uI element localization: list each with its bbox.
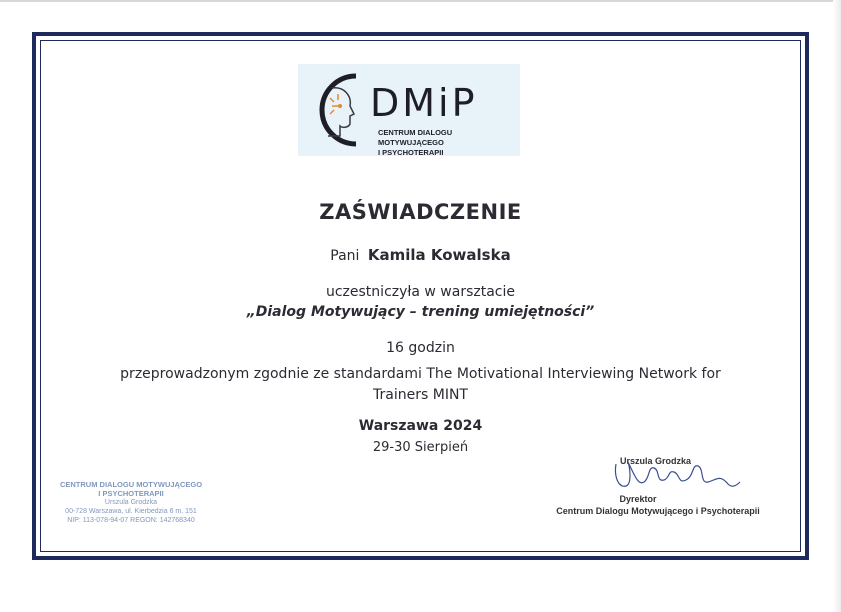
stamp-org-line1: CENTRUM DIALOGU MOTYWUJĄCEGO — [59, 480, 203, 489]
signatory-role: Dyrektor — [619, 494, 657, 504]
scan-edge-right — [833, 0, 841, 612]
signatory-name: Urszula Grodzka — [620, 456, 692, 466]
organization-stamp — [56, 480, 206, 525]
signatory-organization: Centrum Dialogu Motywującego i Psychoterapii — [556, 506, 760, 516]
logo-subtitle-line1: CENTRUM DIALOGU MOTYWUJĄCEGO — [378, 128, 453, 147]
workshop-title: „Dialog Motywujący – trening umiejętności” — [246, 304, 595, 320]
workshop-dates: 29-30 Sierpień — [372, 440, 469, 455]
logo-subtitle-line2: I PSYCHOTERAPII — [378, 148, 444, 157]
handwritten-signature — [608, 456, 748, 496]
cdmip-logo — [298, 64, 520, 156]
logo-wordmark: DMiP — [370, 81, 478, 125]
recipient-name: Kamila Kowalska — [367, 246, 511, 264]
stamp-person: Urszula Grodzka — [104, 499, 158, 506]
place-year: Warszawa 2024 — [358, 418, 483, 434]
logo-subtitle — [378, 128, 520, 158]
standards-text: przeprowadzonym zgodnie ze standardami The Motivational Interviewing Network for Trainers MINT — [120, 366, 721, 403]
certificate-title: ZAŚWIADCZENIE — [319, 200, 522, 224]
scan-edge-top — [0, 0, 841, 2]
head-profile-icon — [298, 64, 378, 156]
stamp-address: 00-728 Warszawa, ul. Kierbedzia 6 m. 151 — [65, 508, 197, 515]
stamp-ids: NIP: 113-078-94-07 REGON: 142768340 — [67, 517, 195, 524]
stamp-org-line2: I PSYCHOTERAPII — [98, 489, 164, 498]
salutation: Pani — [330, 248, 360, 264]
participation-text: uczestniczyła w warsztacie — [325, 284, 515, 300]
workshop-hours: 16 godzin — [386, 340, 455, 356]
recipient-line — [40, 246, 801, 264]
